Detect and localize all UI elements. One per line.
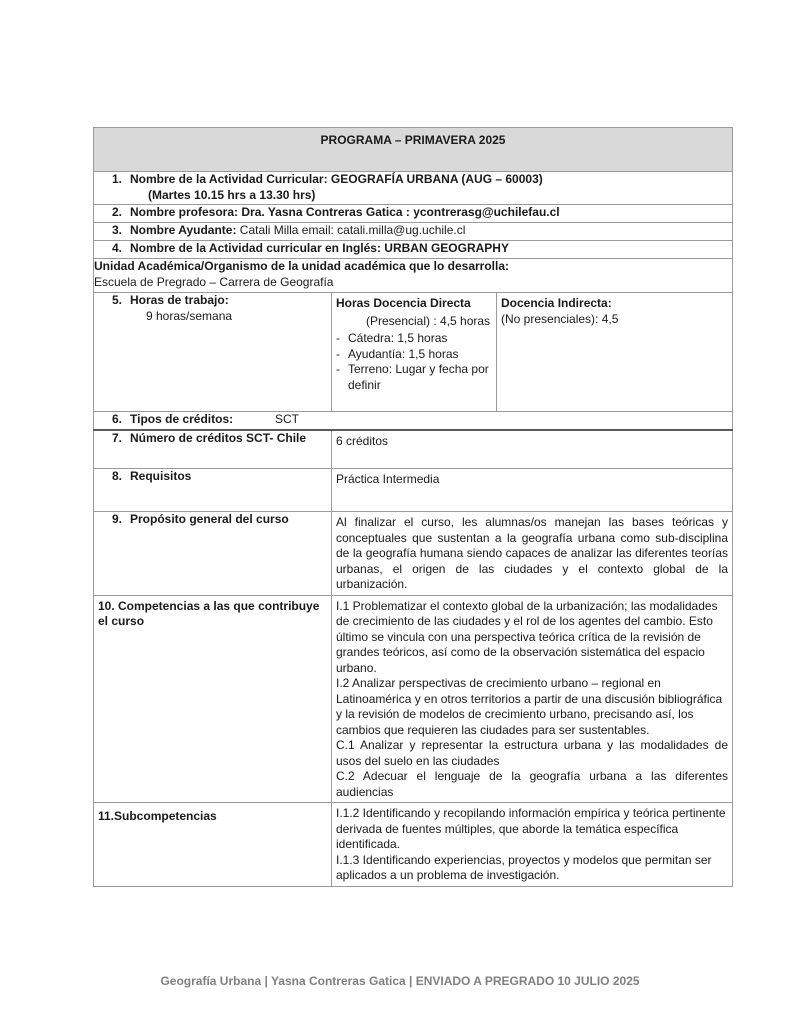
row-competencies [94,595,733,803]
credit-type-label: Tipos de créditos: [130,412,234,426]
activity-name: Nombre de la Actividad Curricular: GEOGRAFÍA URBANA (AUG – 60003) [130,172,543,186]
professor-name: Nombre profesora: Dra. Yasna Contreras Gatica : ycontrerasg@uchilefau.cl [130,205,560,219]
competency-item: C.2 Adecuar el lenguaje de la geografía urbana a las diferentes audiencias [336,769,728,799]
requirements-value: Práctica Intermedia [332,469,733,512]
row-credits: 7. Número de créditos SCT- Chile 6 créditos [94,430,733,469]
row-english-name: 4. Nombre de la Actividad curricular en Inglés: URBAN GEOGRAPHY [94,241,733,259]
direct-hours-title: Horas Docencia Directa [336,296,471,310]
english-name: Nombre de la Actividad curricular en Inglés: URBAN GEOGRAPHY [130,241,509,255]
work-hours-value: 9 horas/semana [146,308,233,323]
academic-unit-label: Unidad Académica/Organismo de la unidad académica que lo desarrolla: [94,259,510,273]
credit-type-value: SCT [275,412,299,426]
indirect-hours-value: (No presenciales): 4,5 [501,311,619,326]
competency-item: C.1 Analizar y representar la estructura urbana y las modalidades de usos del suelo en las ciudades [336,738,728,768]
row-professor: 2. Nombre profesora: Dra. Yasna Contreras Gatica : ycontrerasg@uchilefau.cl [94,205,733,223]
direct-hours-sub: (Presencial) : 4,5 horas [366,313,491,328]
row-subcompetencies [94,803,733,887]
header-row [94,128,733,172]
credits-value: 6 créditos [332,430,733,469]
competencies-label: 10. Competencias a las que contribuye el curso [94,595,332,803]
assistant-value: Catali Milla email: catali.milla@ug.uchile.cl [236,223,466,237]
requirements-label: Requisitos [130,469,192,483]
direct-hours-list [336,331,492,393]
list-item: - Terreno: Lugar y fecha por definir [336,362,492,393]
program-table [93,127,733,887]
program-title: PROGRAMA – PRIMAVERA 2025 [94,128,733,172]
purpose-value: Al finalizar el curso, les alumnas/os manejan las bases teóricas y conceptuales que sustentan a la geografía urbana como sub-disciplina de la geografía humana siendo capaces de analizar las diferentes teorías urbanas, el origen de las ciudades y el contexto global de la urbanización. [332,512,733,596]
subcompetency-item: I.1.3 Identificando experiencias, proyectos y modelos que permitan ser aplicados a un problema de investigación. [336,852,712,882]
purpose-label: Propósito general del curso [130,512,289,526]
row-assistant: 3. Nombre Ayudante: Catali Milla email: catali.milla@ug.uchile.cl [94,223,733,241]
subcompetencies-label: 11.Subcompetencias [94,803,332,887]
competency-item: I.1 Problematizar el contexto global de la urbanización; las modalidades de crecimiento de las ciudades y el rol de los agentes del cambio. Esto último se vincula con una perspectiva teórica crítica de la revisión de grandes teóricos, así como de la observación sistemática del espacio urbano. [336,598,718,675]
list-item: - Ayudantía: 1,5 horas [336,347,492,363]
page-footer: Geografía Urbana | Yasna Contreras Gatica | ENVIADO A PREGRADO 10 JULIO 2025 [160,974,640,988]
row-purpose: 9. Propósito general del curso Al finalizar el curso, les alumnas/os manejan las bases teóricas y conceptuales que sustentan a la geografía urbana como sub-disciplina de la geografía humana siendo capaces de analizar las diferentes teorías urbanas, el origen de las ciudades y el contexto global de la urbanización. [94,512,733,596]
list-item: - Cátedra: 1,5 horas [336,331,492,347]
activity-schedule: (Martes 10.15 hrs a 13.30 hrs) [148,187,316,202]
indirect-hours-title: Docencia Indirecta: [501,296,612,310]
credits-label: Número de créditos SCT- Chile [130,431,307,445]
row-work-hours: 5. Horas de trabajo: 9 horas/semana Horas Docencia Directa (Presencial) : 4,5 horas - Cátedra: 1,5 horas - Ayudantía: 1,5 horas - Terreno: Lugar y fecha por definir Docencia Indirecta: (No presenciales): 4,5 [94,293,733,412]
row-academic-unit [94,259,733,293]
subcompetency-item: I.1.2 Identificando y recopilando información empírica y teórica pertinente derivada de fuentes múltiples, que aborde la temática específica identificada. [336,806,726,851]
row-requirements: 8. Requisitos Práctica Intermedia [94,469,733,512]
row-credit-type: 6. Tipos de créditos: SCT [94,412,733,431]
work-hours-label: Horas de trabajo: [130,293,229,307]
competency-item: I.2 Analizar perspectivas de crecimiento urbano – regional en Latinoamérica y en otros territorios a partir de una discusión bibliográfica y la revisión de modelos de crecimiento urbano, precisando así, los cambios que requieren las ciudades para ser sustentables. [336,676,723,737]
row-activity-name: 1. Nombre de la Actividad Curricular: GEOGRAFÍA URBANA (AUG – 60003) (Martes 10.15 hrs a 13.30 hrs) [94,172,733,205]
academic-unit-value: Escuela de Pregrado – Carrera de Geografía [94,274,334,289]
assistant-label: Nombre Ayudante: [130,223,237,237]
